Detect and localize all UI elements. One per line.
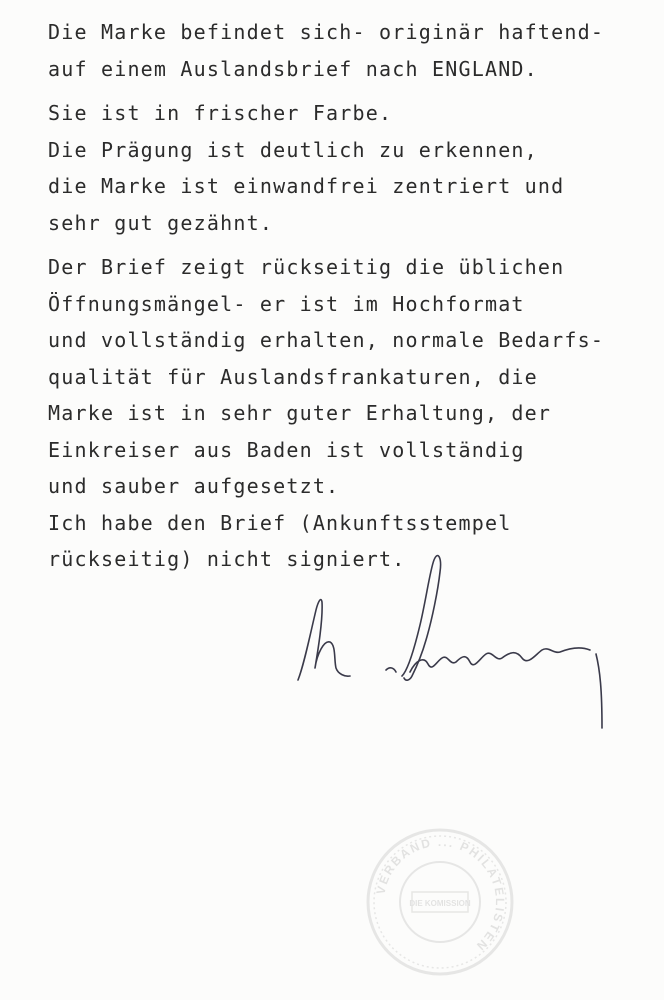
text-line: qualität für Auslandsfrankaturen, die (48, 364, 538, 389)
paragraph-3 (48, 249, 648, 578)
text-line: Die Prägung ist deutlich zu erkennen, (48, 137, 538, 162)
paragraph-2 (48, 95, 648, 241)
letter-body (48, 14, 648, 578)
text-line: Einkreiser aus Baden ist vollständig (48, 437, 525, 462)
text-line: Ich habe den Brief (Ankunftsstempel (48, 510, 512, 535)
text-line: die Marke ist einwandfrei zentriert und (48, 174, 565, 198)
embossed-seal (360, 822, 520, 982)
text-line: Die Marke befindet sich- originär haftend- (48, 20, 605, 44)
text-line: sehr gut gezähnt. (48, 210, 274, 235)
text-line: und vollständig erhalten, normale Bedarfs- (48, 328, 605, 352)
seal-outer-text: VERBAND ... PHILATELISTEN (373, 834, 508, 955)
signature (290, 550, 610, 740)
text-line: und sauber aufgesetzt. (48, 474, 340, 498)
seal-inner-text: DIE KOMISSION (409, 899, 471, 908)
text-line: Öffnungsmängel- er ist im Hochformat (48, 291, 525, 316)
text-line: Der Brief zeigt rückseitig die üblichen (48, 255, 565, 279)
text-line: rückseitig) nicht signiert. (48, 547, 406, 571)
text-line: auf einem Auslandsbrief nach ENGLAND. (48, 56, 538, 81)
paragraph-1 (48, 14, 648, 87)
text-line: Sie ist in frischer Farbe. (48, 101, 393, 125)
text-line: Marke ist in sehr guter Erhaltung, der (48, 401, 552, 425)
